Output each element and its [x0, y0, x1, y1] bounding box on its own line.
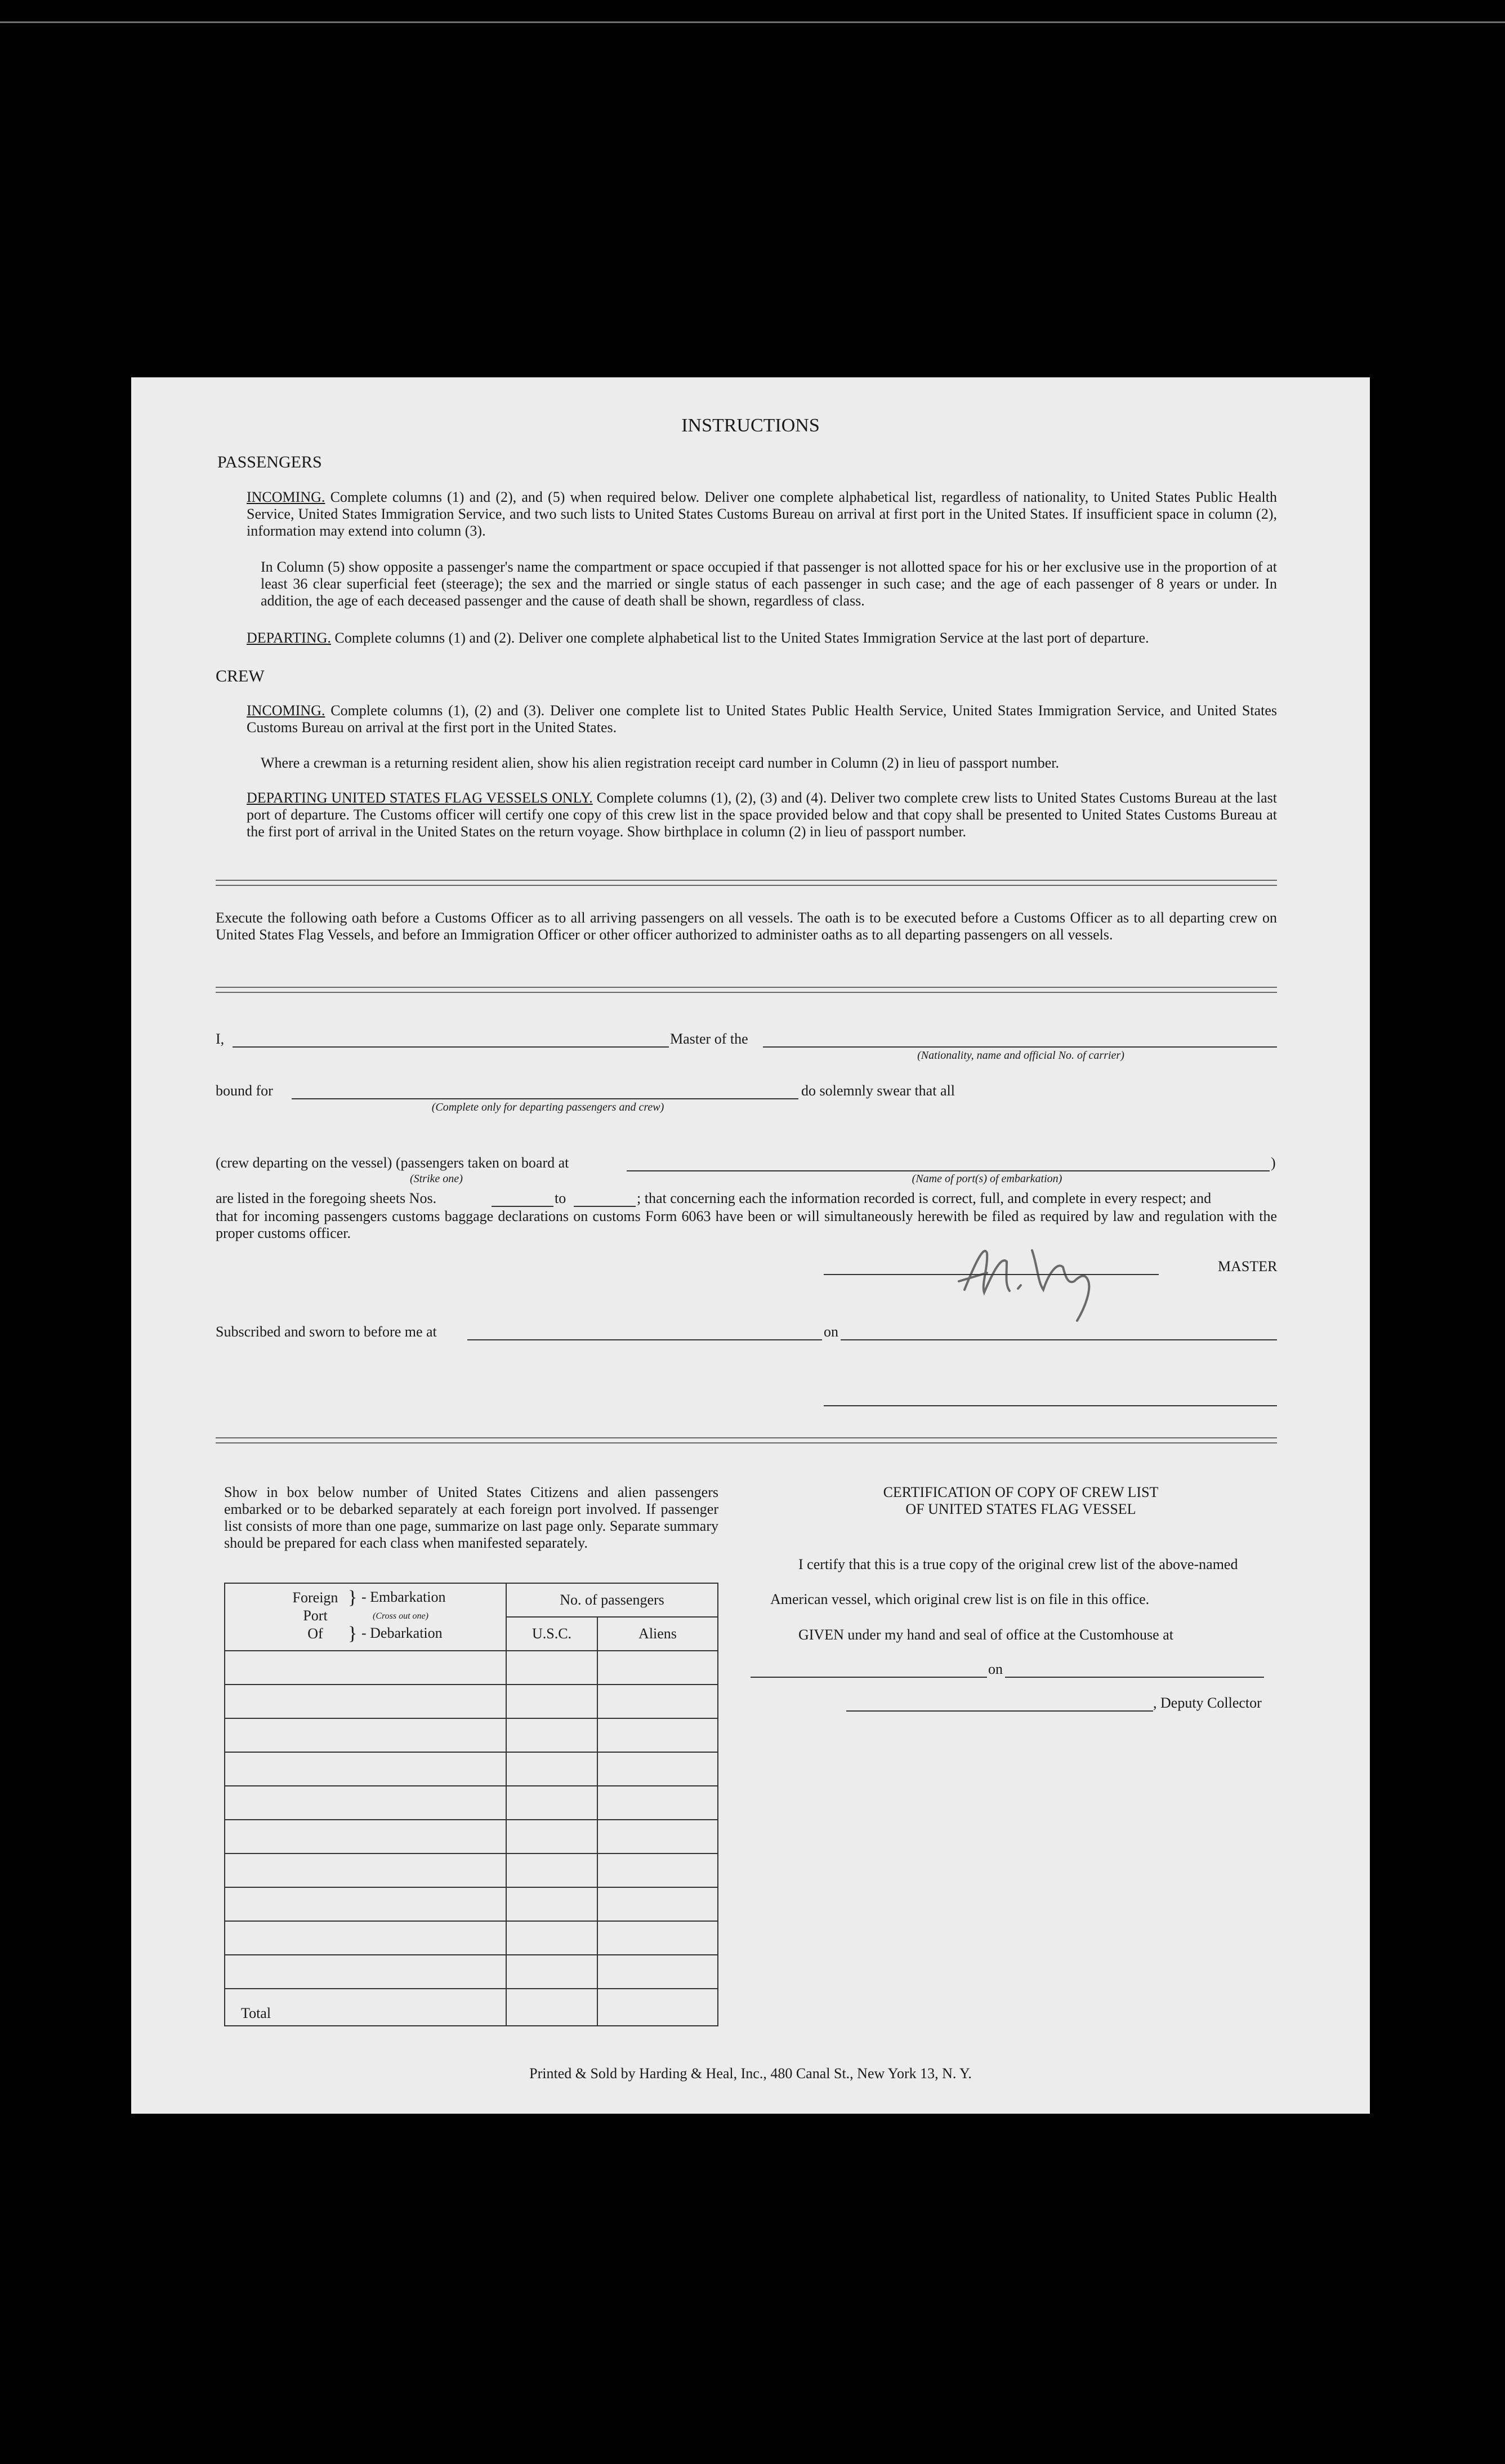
certification-title: [767, 1484, 1274, 1518]
scan-border-line: [0, 21, 1505, 23]
crew-heading: CREW: [216, 667, 265, 685]
crew-departing-text: (crew departing on the vessel) (passengers taken on board at: [216, 1155, 569, 1171]
aliens-cell[interactable]: [597, 1685, 718, 1718]
no-of-passengers-header: No. of passengers: [506, 1583, 718, 1617]
cross-out-note: (Cross out one): [373, 1611, 428, 1621]
passengers-incoming-label: INCOMING.: [247, 489, 325, 505]
summary-instructions: Show in box below number of United States Citizens and alien passengers embarked or to be debarked separately at each foreign port involved. If passenger list consists of more than one page, summarize on last page only. Separate summary should be prepared for each class when manifested separately.: [224, 1484, 718, 1551]
master-of-label: Master of the: [670, 1031, 748, 1047]
deputy-collector-signature[interactable]: [846, 1710, 1153, 1712]
table-row: [225, 1955, 718, 1989]
table-row: [225, 1752, 718, 1786]
port-cell[interactable]: [225, 1685, 506, 1718]
cert-on-label: on: [988, 1661, 1003, 1677]
ports-caption: (Name of port(s) of embarkation): [912, 1173, 1062, 1185]
crew-incoming-paragraph: [247, 702, 1277, 736]
customhouse-field[interactable]: [751, 1677, 987, 1678]
table-row: [225, 1921, 718, 1955]
usc-cell[interactable]: [506, 1955, 597, 1989]
american-vessel-text: American vessel, which original crew list is on file in this office.: [770, 1591, 1150, 1607]
of-label: Of: [307, 1625, 323, 1642]
aliens-cell[interactable]: [597, 1921, 718, 1955]
usc-header: U.S.C.: [506, 1617, 597, 1651]
sworn-date-field[interactable]: [841, 1339, 1277, 1340]
passengers-heading: PASSENGERS: [217, 453, 322, 471]
master-signature: [953, 1228, 1133, 1324]
double-divider: [216, 1437, 1277, 1443]
passengers-incoming-paragraph: [247, 489, 1277, 540]
crew-departing-text: Complete columns (1), (2), (3) and (4). Deliver two complete crew lists to United States Customs Bureau at the last port of departure. The Customs officer will certify one copy of this crew list in the space provided below and that copy shall be presented to United States Customs Bureau at the first port of arrival in the United States on the return voyage. Show birthplace in column (2) in lieu of passport number.: [247, 790, 1277, 840]
carrier-caption: (Nationality, name and official No. of carrier): [917, 1049, 1124, 1062]
aliens-cell[interactable]: [597, 1955, 718, 1989]
port-cell[interactable]: [225, 1853, 506, 1887]
port-cell[interactable]: [225, 1820, 506, 1853]
master-name-field[interactable]: [233, 1046, 669, 1048]
table-row: [225, 1651, 718, 1685]
port-cell[interactable]: [225, 1786, 506, 1820]
passenger-summary-table: [224, 1583, 718, 2026]
table-row: [225, 1887, 718, 1921]
aliens-header: Aliens: [597, 1617, 718, 1651]
carrier-field[interactable]: [763, 1046, 1277, 1048]
sheets-label: are listed in the foregoing sheets Nos.: [216, 1190, 437, 1206]
port-label: Port: [303, 1607, 328, 1624]
certify-text: I certify that this is a true copy of the original crew list of the above-named: [798, 1556, 1238, 1572]
bound-caption: (Complete only for departing passengers and crew): [431, 1101, 664, 1113]
bound-for-field[interactable]: [292, 1098, 798, 1099]
passengers-column5-paragraph: In Column (5) show opposite a passenger's name the compartment or space occupied if that passenger is not allotted space for his or her exclusive use in the proportion of at least 36 clear superficial feet (steerage); the sex and the married or single status of each passenger in such case; and the age of each passenger of 8 years or under. In addition, the age of each deceased passenger and the cause of death shall be shown, regardless of class.: [261, 559, 1277, 609]
usc-total-cell[interactable]: [506, 1989, 597, 2026]
aliens-cell[interactable]: [597, 1651, 718, 1685]
usc-cell[interactable]: [506, 1820, 597, 1853]
crew-incoming-label: INCOMING.: [247, 702, 325, 719]
port-cell[interactable]: [225, 1718, 506, 1752]
sheet-to-field[interactable]: [574, 1206, 636, 1207]
form-page: [131, 377, 1370, 2114]
statement-rest: ; that concerning each the information recorded is correct, full, and complete in every respect; and: [637, 1190, 1212, 1206]
strike-caption: (Strike one): [410, 1173, 463, 1185]
total-label: Total: [225, 1989, 506, 2026]
foreign-port-header: [225, 1583, 506, 1651]
port-cell[interactable]: [225, 1921, 506, 1955]
port-cell[interactable]: [225, 1651, 506, 1685]
crew-departing-label: DEPARTING UNITED STATES FLAG VESSELS ONLY.: [247, 790, 593, 806]
sworn-on-label: on: [824, 1324, 838, 1340]
double-divider: [216, 880, 1277, 886]
aliens-cell[interactable]: [597, 1820, 718, 1853]
cert-date-field[interactable]: [1005, 1677, 1264, 1678]
passengers-departing-label: DEPARTING.: [247, 630, 331, 646]
master-label: MASTER: [1218, 1258, 1278, 1275]
port-cell[interactable]: [225, 1955, 506, 1989]
page-title: INSTRUCTIONS: [681, 415, 820, 436]
table-row: [225, 1786, 718, 1820]
statement-line2: that for incoming passengers customs baggage declarations on customs Form 6063 have been or will simultaneously herewith be filed as required by law and regulation with the proper customs officer.: [216, 1208, 1277, 1241]
aliens-cell[interactable]: [597, 1786, 718, 1820]
crew-departing-paragraph: [247, 790, 1277, 840]
usc-cell[interactable]: [506, 1718, 597, 1752]
oath-intro: Execute the following oath before a Customs Officer as to all arriving passengers on all vessels. The oath is to be executed before a Customs Officer as to all departing crew on United States Flag Vessels, and before an Immigration Officer or other officer authorized to administer oaths as to all departing passengers on all vessels.: [216, 910, 1277, 943]
aliens-total-cell[interactable]: [597, 1989, 718, 2026]
usc-cell[interactable]: [506, 1887, 597, 1921]
table-row: [225, 1685, 718, 1718]
aliens-cell[interactable]: [597, 1887, 718, 1921]
aliens-cell[interactable]: [597, 1853, 718, 1887]
swear-label: do solemnly swear that all: [801, 1082, 955, 1099]
double-divider: [216, 987, 1277, 993]
foreign-label: Foreign: [292, 1589, 338, 1606]
crew-resident-paragraph: Where a crewman is a returning resident alien, show his alien registration receipt card number in Column (2) in lieu of passport number.: [261, 755, 1060, 771]
passengers-incoming-text: Complete columns (1) and (2), and (5) when required below. Deliver one complete alphabetical list, regardless of nationality, to United States Public Health Service, United States Immigration Service, and two such lists to United States Customs Bureau on arrival at first port in the United States. If insufficient space in column (2), information may extend into column (3).: [247, 489, 1278, 539]
usc-cell[interactable]: [506, 1651, 597, 1685]
debarkation-label: - Debarkation: [361, 1625, 443, 1641]
usc-cell[interactable]: [506, 1752, 597, 1786]
deputy-collector-label: , Deputy Collector: [1153, 1695, 1262, 1711]
close-paren: ): [1271, 1155, 1276, 1171]
brace-icon: }: [348, 1623, 358, 1644]
usc-cell[interactable]: [506, 1921, 597, 1955]
usc-cell[interactable]: [506, 1786, 597, 1820]
master-signature-line[interactable]: [824, 1274, 1159, 1275]
sheet-from-field[interactable]: [492, 1206, 553, 1207]
given-text: GIVEN under my hand and seal of office at the Customhouse at: [798, 1627, 1173, 1643]
printer-footer: Printed & Sold by Harding & Heal, Inc., 480 Canal St., New York 13, N. Y.: [529, 2065, 972, 2082]
passengers-departing-paragraph: [247, 630, 1277, 647]
crew-incoming-text: Complete columns (1), (2) and (3). Deliver one complete list to United States Public Health Service, United States Immigration Service, and United States Customs Bureau on arrival at the first port in the United States.: [247, 702, 1277, 736]
to-label: to: [555, 1190, 566, 1206]
aliens-cell[interactable]: [597, 1718, 718, 1752]
port-cell[interactable]: [225, 1887, 506, 1921]
i-label: I,: [216, 1031, 225, 1047]
table-row: [225, 1853, 718, 1887]
officer-signature-line[interactable]: [824, 1405, 1277, 1406]
sworn-place-field[interactable]: [467, 1339, 822, 1340]
embarkation-label: - Embarkation: [361, 1589, 446, 1605]
usc-cell[interactable]: [506, 1853, 597, 1887]
usc-cell[interactable]: [506, 1685, 597, 1718]
brace-icon: }: [348, 1587, 358, 1608]
port-cell[interactable]: [225, 1752, 506, 1786]
bound-for-label: bound for: [216, 1082, 273, 1099]
subscribed-label: Subscribed and sworn to before me at: [216, 1324, 437, 1340]
passengers-departing-text: Complete columns (1) and (2). Deliver one complete alphabetical list to the United States Immigration Service at the last port of departure.: [334, 630, 1149, 646]
ports-field[interactable]: [627, 1170, 1270, 1171]
certification-title-line1: CERTIFICATION OF COPY OF CREW LIST: [883, 1484, 1159, 1500]
table-row: [225, 1820, 718, 1853]
table-row: [225, 1718, 718, 1752]
certification-title-line2: OF UNITED STATES FLAG VESSEL: [905, 1501, 1136, 1517]
aliens-cell[interactable]: [597, 1752, 718, 1786]
total-row: [225, 1989, 718, 2026]
